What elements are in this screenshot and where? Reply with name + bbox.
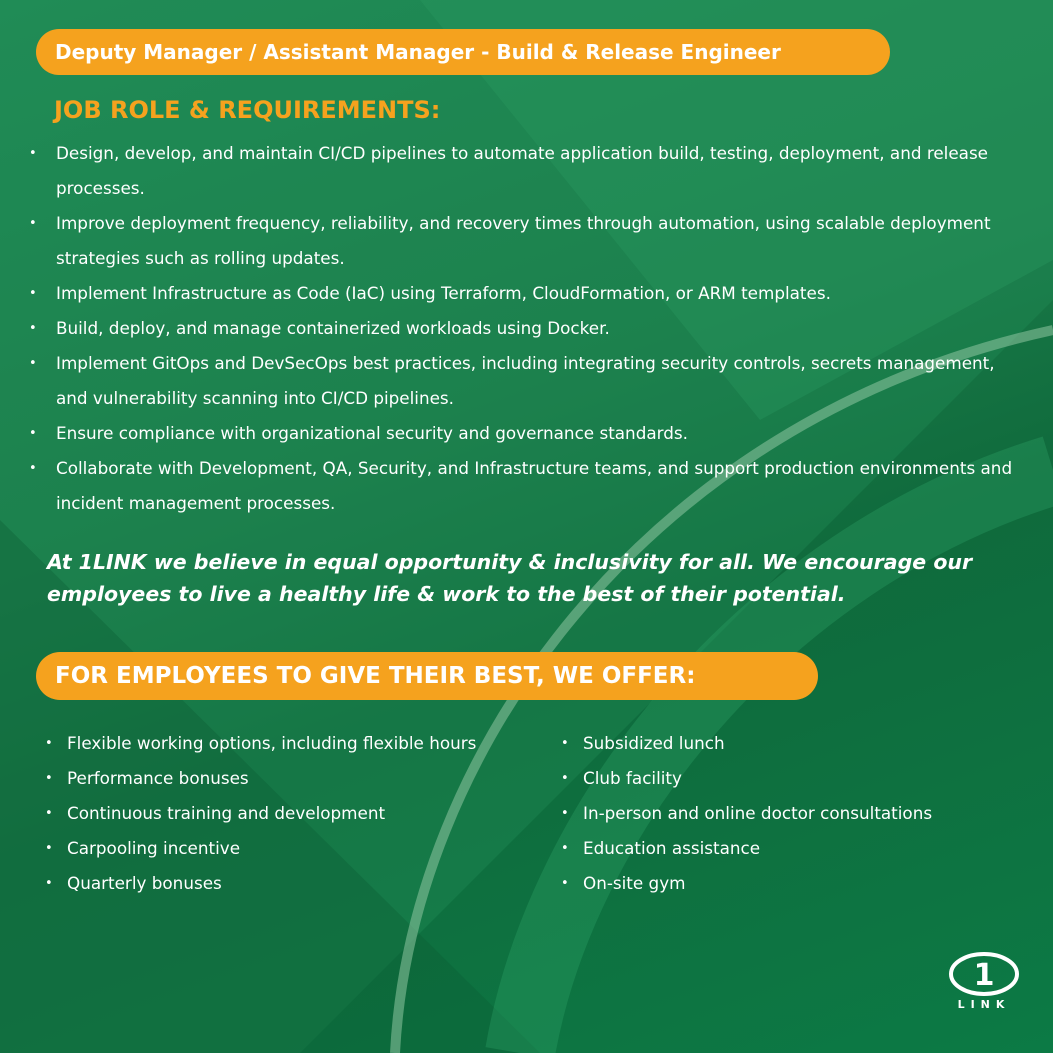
list-item: • Carpooling incentive [42, 831, 552, 866]
list-item: • Collaborate with Development, QA, Security, and Infrastructure teams, and support production environments and incident management processes. [26, 451, 1026, 521]
bullet-icon: • [45, 841, 53, 856]
bullet-icon: • [561, 736, 569, 751]
benefits-list-right [558, 726, 1028, 901]
job-title-banner [36, 29, 890, 75]
logo-ring-icon [946, 950, 1022, 998]
bullet-icon: • [561, 771, 569, 786]
requirements-list [26, 136, 1026, 521]
bullet-icon: • [29, 321, 37, 336]
list-item: • Build, deploy, and manage containerized workloads using Docker. [26, 311, 1026, 346]
list-item: • Ensure compliance with organizational security and governance standards. [26, 416, 1026, 451]
list-item: • Subsidized lunch [558, 726, 1028, 761]
list-item: • Quarterly bonuses [42, 866, 552, 901]
list-item: • Implement Infrastructure as Code (IaC) using Terraform, CloudFormation, or ARM templates. [26, 276, 1026, 311]
benefits-heading: FOR EMPLOYEES TO GIVE THEIR BEST, WE OFFER: [55, 663, 696, 689]
inclusivity-statement: At 1LINK we believe in equal opportunity & inclusivity for all. We encourage our employees to live a healthy life & work to the best of their potential. [47, 550, 973, 606]
list-item: • Design, develop, and maintain CI/CD pipelines to automate application build, testing, deployment, and release processes. [26, 136, 1026, 206]
bullet-icon: • [45, 876, 53, 891]
list-item: • Continuous training and development [42, 796, 552, 831]
list-item: • Improve deployment frequency, reliability, and recovery times through automation, using scalable deployment strategies such as rolling updates. [26, 206, 1026, 276]
bullet-icon: • [45, 806, 53, 821]
bullet-icon: • [29, 461, 37, 476]
bullet-icon: • [29, 426, 37, 441]
logo-numeral: 1 [973, 958, 995, 993]
requirements-heading: JOB ROLE & REQUIREMENTS: [54, 96, 441, 124]
bullet-icon: • [561, 841, 569, 856]
bullet-icon: • [45, 736, 53, 751]
bullet-icon: • [561, 876, 569, 891]
bullet-icon: • [29, 356, 37, 371]
list-item: • Flexible working options, including flexible hours [42, 726, 552, 761]
benefits-banner [36, 652, 818, 700]
job-title: Deputy Manager / Assistant Manager - Build & Release Engineer [55, 40, 781, 64]
list-item: • Implement GitOps and DevSecOps best practices, including integrating security controls, secrets management, and vulnerability scanning into CI/CD pipelines. [26, 346, 1026, 416]
benefits-list-left [42, 726, 552, 901]
list-item: • In-person and online doctor consultations [558, 796, 1028, 831]
bullet-icon: • [29, 216, 37, 231]
list-item: • Performance bonuses [42, 761, 552, 796]
bullet-icon: • [561, 806, 569, 821]
bullet-icon: • [29, 146, 37, 161]
list-item: • On-site gym [558, 866, 1028, 901]
list-item: • Club facility [558, 761, 1028, 796]
1link-logo [946, 950, 1022, 1018]
list-item: • Education assistance [558, 831, 1028, 866]
bullet-icon: • [29, 286, 37, 301]
bullet-icon: • [45, 771, 53, 786]
logo-word: LINK [957, 998, 1011, 1011]
